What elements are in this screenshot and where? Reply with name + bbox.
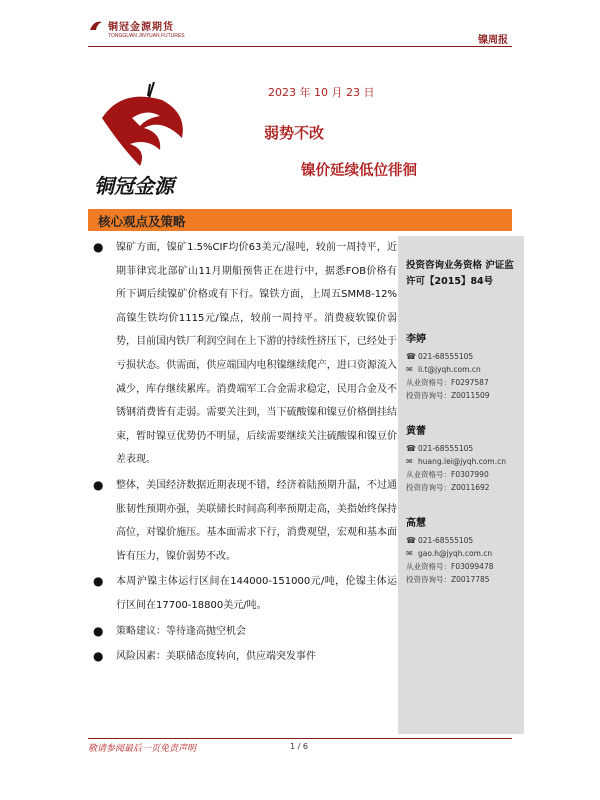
license-info: 投资咨询业务资格 沪证监许可【2015】84号 xyxy=(406,260,514,287)
advisory-number: 投资咨询号：Z0011692 xyxy=(406,483,490,492)
page-number: 1 / 6 xyxy=(290,742,308,751)
analyst-phone xyxy=(406,350,520,363)
core-views-list xyxy=(92,236,397,671)
email-icon: ✉ xyxy=(406,457,413,466)
analyst-card xyxy=(406,330,520,402)
analyst-card xyxy=(406,422,520,494)
email-text[interactable]: huang.lei@jyqh.com.cn xyxy=(418,457,506,466)
report-date: 2023 年 10 月 23 日 xyxy=(268,86,375,99)
advisory-number: 投资咨询号：Z0011509 xyxy=(406,391,490,400)
list-item xyxy=(92,645,397,669)
bullet-text: 镍矿方面，镍矿1.5%CIF均价63美元/湿吨，较前一周持平，近期菲律宾北部矿山11月期船预售正在进行中，据悉FOB价格有所下调后续镍矿价格或有下行。镍铁方面，上周五SMM8-12%高镍生铁均价1115元/镍点，较前一周持平。消费疲软镍价弱势，目前国内铁厂利润空间在上下游的持续性挤压下，已经处于亏损状态。供需面，供应端国内电积镍继续爬产，进口资源流入减少，库存继续累库。消费端军工合金需求稳定，民用合金及不锈钢消费皆有走弱。需要关注到，当下硫酸镍和镍豆价格倒挂结束，暂时镍豆优势仍不明显，后续需要继续关注硫酸镍和镍豆价差表现。 xyxy=(116,242,397,466)
footer-divider xyxy=(88,738,512,739)
bullet-icon: ● xyxy=(93,623,104,638)
phone-icon: ☎ xyxy=(406,444,416,453)
list-item xyxy=(92,474,397,568)
section-title: 核心观点及策略 xyxy=(98,214,186,229)
analyst-name: 黄蕾 xyxy=(406,426,426,437)
email-icon: ✉ xyxy=(406,549,413,558)
report-title-line2: 镍价延续低位徘徊 xyxy=(301,163,417,179)
phone-text: 021-68555105 xyxy=(418,444,474,453)
brand-artwork xyxy=(92,78,212,203)
email-text[interactable]: li.t@jyqh.com.cn xyxy=(418,365,481,374)
phone-text: 021-68555105 xyxy=(418,536,474,545)
analyst-email[interactable] xyxy=(406,363,520,376)
list-item xyxy=(92,620,397,644)
bullet-text: 风险因素：美联储态度转向，供应端突发事件 xyxy=(116,651,316,663)
section-header xyxy=(88,209,512,231)
report-title-line1: 弱势不改 xyxy=(264,124,325,142)
analyst-phone xyxy=(406,442,520,455)
bullet-icon: ● xyxy=(93,477,104,492)
bullet-icon: ● xyxy=(93,574,104,589)
analyst-phone xyxy=(406,534,520,547)
swirl-emblem-icon xyxy=(102,82,183,166)
phone-icon: ☎ xyxy=(406,352,416,361)
analyst-email[interactable] xyxy=(406,547,520,560)
company-name-en: TONGGUAN JINYUAN FUTURES xyxy=(108,33,185,39)
bullet-icon: ● xyxy=(93,649,104,664)
disclaimer-notice: 敬请参阅最后一页免责声明 xyxy=(88,744,197,754)
analyst-email[interactable] xyxy=(406,455,520,468)
company-logo xyxy=(88,18,185,39)
list-item xyxy=(92,570,397,617)
practice-number: 从业资格号：F0297587 xyxy=(406,378,489,387)
email-icon: ✉ xyxy=(406,365,413,374)
analyst-name: 高慧 xyxy=(406,518,426,529)
bullet-text: 本周沪镍主体运行区间在144000-151000元/吨，伦镍主体运行区间在17700-18800美元/吨。 xyxy=(116,576,397,611)
analyst-card xyxy=(406,514,520,586)
header-divider xyxy=(88,46,512,47)
phone-icon: ☎ xyxy=(406,536,416,545)
analyst-name: 李婷 xyxy=(406,334,426,345)
analyst-sidebar xyxy=(406,258,520,586)
company-name-cn: 铜冠金源期货 xyxy=(108,22,174,33)
bullet-text: 策略建议：等待逢高抛空机会 xyxy=(116,625,246,637)
practice-number: 从业资格号：F03099478 xyxy=(406,562,494,571)
email-text[interactable]: gao.h@jyqh.com.cn xyxy=(418,549,493,558)
bullet-icon: ● xyxy=(93,240,104,254)
list-item xyxy=(92,236,397,472)
phone-text: 021-68555105 xyxy=(418,352,474,361)
calligraphy-text: 铜冠金源 xyxy=(94,174,174,198)
advisory-number: 投资咨询号：Z0017785 xyxy=(406,575,490,584)
practice-number: 从业资格号：F0307990 xyxy=(406,470,489,479)
bullet-text: 整体，美国经济数据近期表现不错，经济着陆预期升温，不过通胀韧性预期亦强，美联储长时间高利率预期走高，美指始终保持高位，对镍价施压。基本面需求下行，消费观望，宏观和基本面皆有压力，镍价弱势不改。 xyxy=(116,479,397,562)
logo-emblem-icon xyxy=(88,18,104,32)
report-type: 镍周报 xyxy=(478,35,508,46)
